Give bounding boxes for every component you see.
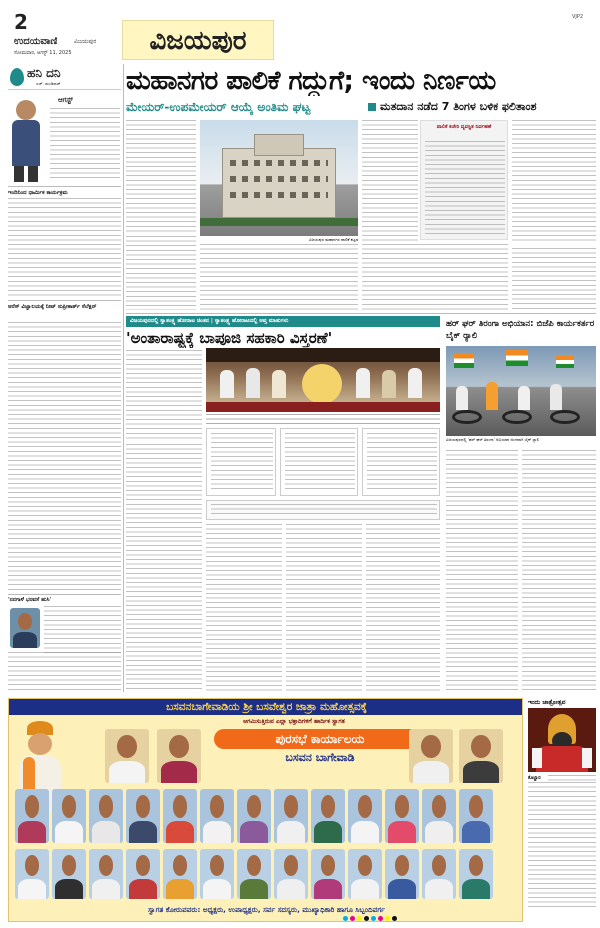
honey-column-title: ಹನಿ ದನಿ [27, 66, 61, 80]
paper-name: ಉದಯವಾಣಿ [14, 36, 58, 47]
lead-text-col-2 [362, 120, 418, 242]
ad-town: ಬಸವನ ಬಾಗೇವಾಡಿ [285, 751, 355, 764]
photo-of-day-text-2 [528, 782, 596, 908]
event-stage-photo [206, 348, 440, 412]
lead-text-col-3 [512, 120, 596, 244]
right-text-col-1 [446, 450, 518, 692]
lead-text-col-5 [200, 244, 358, 310]
brief-text-4 [8, 652, 121, 692]
lead-photo-caption: ವಿಜಯಪುರ ಮಹಾನಗರ ಪಾಲಿಕೆ ಕಟ್ಟಡ [309, 237, 358, 242]
second-headline: 'ಅಂತಾರಾಷ್ಟ್ರಕ್ಕೆ ಬಾಪೂಜಿ ಸಹಕಾರಿ ವಿಸ್ತರಣೆ' [126, 329, 333, 347]
lead-text-col-7 [512, 248, 596, 310]
edition-city: ವಿಜಯಪುರ [74, 38, 97, 45]
brief-text-3 [44, 606, 121, 656]
honey-drop-icon [10, 68, 24, 86]
bike-rally-photo [446, 346, 596, 436]
ad-office: ಪುರಸಭೆ ಕಾರ್ಯಾಲಯ [275, 732, 365, 746]
photo-of-day-text [548, 775, 596, 781]
ad-office-banner [214, 729, 426, 749]
quote-box-3 [362, 428, 440, 496]
honey-column-header [8, 64, 121, 90]
ad-title: ಬಸವನಬಾಗೇವಾಡಿಯ ಶ್ರೀ ಬಸವೇಶ್ವರ ಜಾತ್ರಾ ಮಹೋತ್ಸವಕ್ಕೆ [166, 701, 367, 713]
registration-marks [270, 916, 470, 924]
portrait-main-2 [157, 729, 201, 783]
lead-subhead-bar [126, 98, 596, 116]
second-kicker-bar [126, 316, 440, 327]
lead-sidebar-title: ಪಾಲಿಕೆ ಕಚೇರಿ ವ್ಯವಸ್ಥಿತ ನಿರ್ವಹಣೆ [436, 124, 492, 130]
second-text-col-5 [366, 524, 440, 692]
second-kicker: ವಿಜಯಪುರದಲ್ಲಿ ಸ್ವಾತಂತ್ರ್ಯ ಹೋರಾಟ ಚಿಂತನ | ಸ್ವಾತಂತ್ರ್ಯ ಹೋರಾಟದಲ್ಲಿ ಆಪ್ತ ಮಾತುಗಳು [130, 318, 289, 324]
right-text-col-2 [522, 450, 596, 692]
ad-member-row-2 [15, 849, 518, 901]
right-headline: ಹರ್ ಘರ್ ತಿರಂಗಾ ಅಭಿಯಾನ: ಬಿಜೆಪಿ ಕಾರ್ಯಕರ್ತರ ಬೈಕ್ ರ‍್ಯಾಲಿ [446, 319, 595, 341]
temple-deity-photo [528, 708, 596, 772]
brief-text-1 [8, 198, 121, 296]
ad-subtitle: ಆಗಮಿಸುತ್ತಿರುವ ಎಲ್ಲಾ ಭಕ್ತಾದಿಗಳಿಗೆ ಹಾರ್ದಿಕ ಸ್ವಾಗತ [243, 718, 345, 725]
second-text-col-1 [126, 350, 202, 440]
lead-subhead-left: ಮೇಯರ್-ಉಪಮೇಯರ್ ಆಯ್ಕೆ ಅಂತಿಮ ಘಟ್ಟ [126, 100, 311, 114]
quote-box-2 [280, 428, 358, 496]
page-ref: VJP2 [572, 14, 584, 20]
municipal-building-photo [200, 120, 358, 236]
poem-text [50, 108, 120, 180]
page-number: 2 [14, 10, 28, 34]
photo-of-day [528, 698, 596, 922]
left-column [8, 64, 121, 624]
ad-header [9, 699, 523, 715]
lead-text-col-1 [126, 120, 196, 232]
brief-heading-3: 'ನನಗಾಳೆ ಭರವಸೆ ಹುಸಿ' [8, 597, 52, 603]
right-photo-caption: ವಿಜಯಪುರದಲ್ಲಿ 'ಹರ್ ಘರ್ ತಿರಂಗಾ' ಅಭಿಯಾನ ಅಂಗವಾಗಿ ಬೈಕ್ ರ‍್ಯಾಲಿ [446, 437, 540, 442]
brief-text-2 [8, 322, 121, 592]
info-strip [206, 500, 440, 520]
portrait-main-4 [459, 729, 503, 783]
second-photo-caption [206, 414, 440, 424]
portrait-main-1 [105, 729, 149, 783]
photo-of-day-title: ಇಂದು ಜಾತ್ರೋತ್ಸವ [528, 699, 566, 706]
lead-text-col-6 [362, 244, 508, 310]
second-text-col-4 [286, 524, 362, 692]
square-bullet-icon [368, 103, 376, 111]
date-line: ಸೋಮವಾರ, ಆಗಸ್ಟ್ 11, 2025 [14, 50, 72, 56]
ad-member-row-1 [15, 789, 518, 845]
lead-subhead-right: ಮತದಾನ ನಡೆದ 7 ತಿಂಗಳ ಬಳಿಕ ಫಲಿತಾಂಶ [380, 100, 537, 113]
ad-footer-text: ಸ್ವಾಗತ ಕೋರುವವರು: ಅಧ್ಯಕ್ಷರು, ಉಪಾಧ್ಯಕ್ಷರು, ಸರ್ವ ಸದಸ್ಯರು, ಮುಖ್ಯಾಧಿಕಾರಿ ಹಾಗೂ ಸಿಬ್ಬಂದಿವರ್ಗ [148, 905, 385, 914]
masthead [0, 0, 600, 62]
honey-column-byline: ಎಚ್. ಡುಂಡಿರಾಜ್ [36, 81, 61, 86]
lead-sidebar [420, 120, 508, 240]
poem-title: ಆಗಸ್ಟ್ [58, 96, 73, 104]
portrait-main-3 [409, 729, 453, 783]
quote-box-1 [206, 428, 276, 496]
brief-heading-1: ಇಂದಿನಿಂದ ಧಾರ್ಮಿಕ ಕಾರ್ಯಕ್ರಮ [8, 190, 68, 196]
brief-portrait [10, 608, 40, 648]
lead-text-col-4 [126, 236, 196, 310]
second-text-col-2 [126, 444, 202, 692]
advertisement [8, 698, 523, 922]
photo-of-day-town: ಕೊಲ್ಹಾರ [528, 776, 541, 781]
second-text-col-3 [206, 524, 282, 692]
lead-headline: ಮಹಾನಗರ ಪಾಲಿಕೆ ಗದ್ದುಗೆ; ಇಂದು ನಿರ್ಣಯ [126, 66, 496, 96]
cartoon-illustration [8, 94, 44, 184]
section-title-box [122, 20, 274, 60]
brief-heading-2: ಆರೆಸ್ ವಿಜ್ಞಾಲಯಕ್ಕೆ ನೀಟ್ ಸುಪ್ರೀಕಾರ್ತ್ ಸೆಲೆಕ್ಷನ್ [8, 304, 97, 310]
section-title: ವಿಜಯಪುರ [149, 26, 247, 56]
